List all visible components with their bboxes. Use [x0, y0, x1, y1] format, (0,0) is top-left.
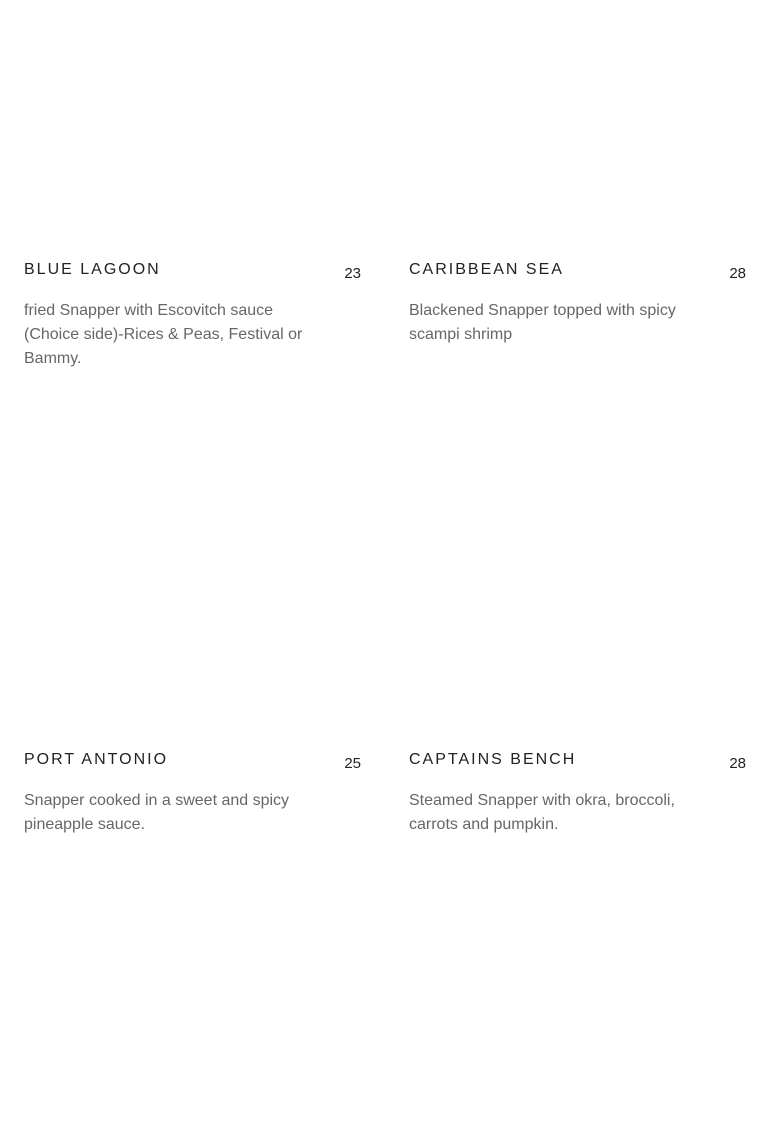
menu-item-description: Blackened Snapper topped with spicy scampi shrimp: [409, 302, 676, 343]
menu-item-header: [24, 751, 361, 781]
menu-item-port-antonio: [24, 751, 361, 837]
menu-item-captains-bench: [409, 751, 746, 837]
menu-item-name: BLUE LAGOON: [24, 261, 161, 278]
menu-item-description: fried Snapper with Escovitch sauce (Choice side)-Rices & Peas, Festival or Bammy.: [24, 302, 303, 367]
menu-item-description: Snapper cooked in a sweet and spicy pineapple sauce.: [24, 792, 290, 833]
menu-item-description: Steamed Snapper with okra, broccoli, carrots and pumpkin.: [409, 792, 675, 833]
menu-item-name: CARIBBEAN SEA: [409, 261, 564, 278]
menu-item-header: [409, 261, 746, 291]
menu-item-price: 25: [344, 755, 361, 772]
menu-item-price: 28: [729, 755, 746, 772]
menu-item-name: PORT ANTONIO: [24, 751, 169, 768]
menu-item-name: CAPTAINS BENCH: [409, 751, 577, 768]
menu-item-price: 28: [729, 265, 746, 282]
menu-item-blue-lagoon: [24, 261, 361, 371]
menu-item-header: [24, 261, 361, 291]
menu-item-price: 23: [344, 265, 361, 282]
menu-item-header: [409, 751, 746, 781]
menu-item-caribbean-sea: [409, 261, 746, 347]
